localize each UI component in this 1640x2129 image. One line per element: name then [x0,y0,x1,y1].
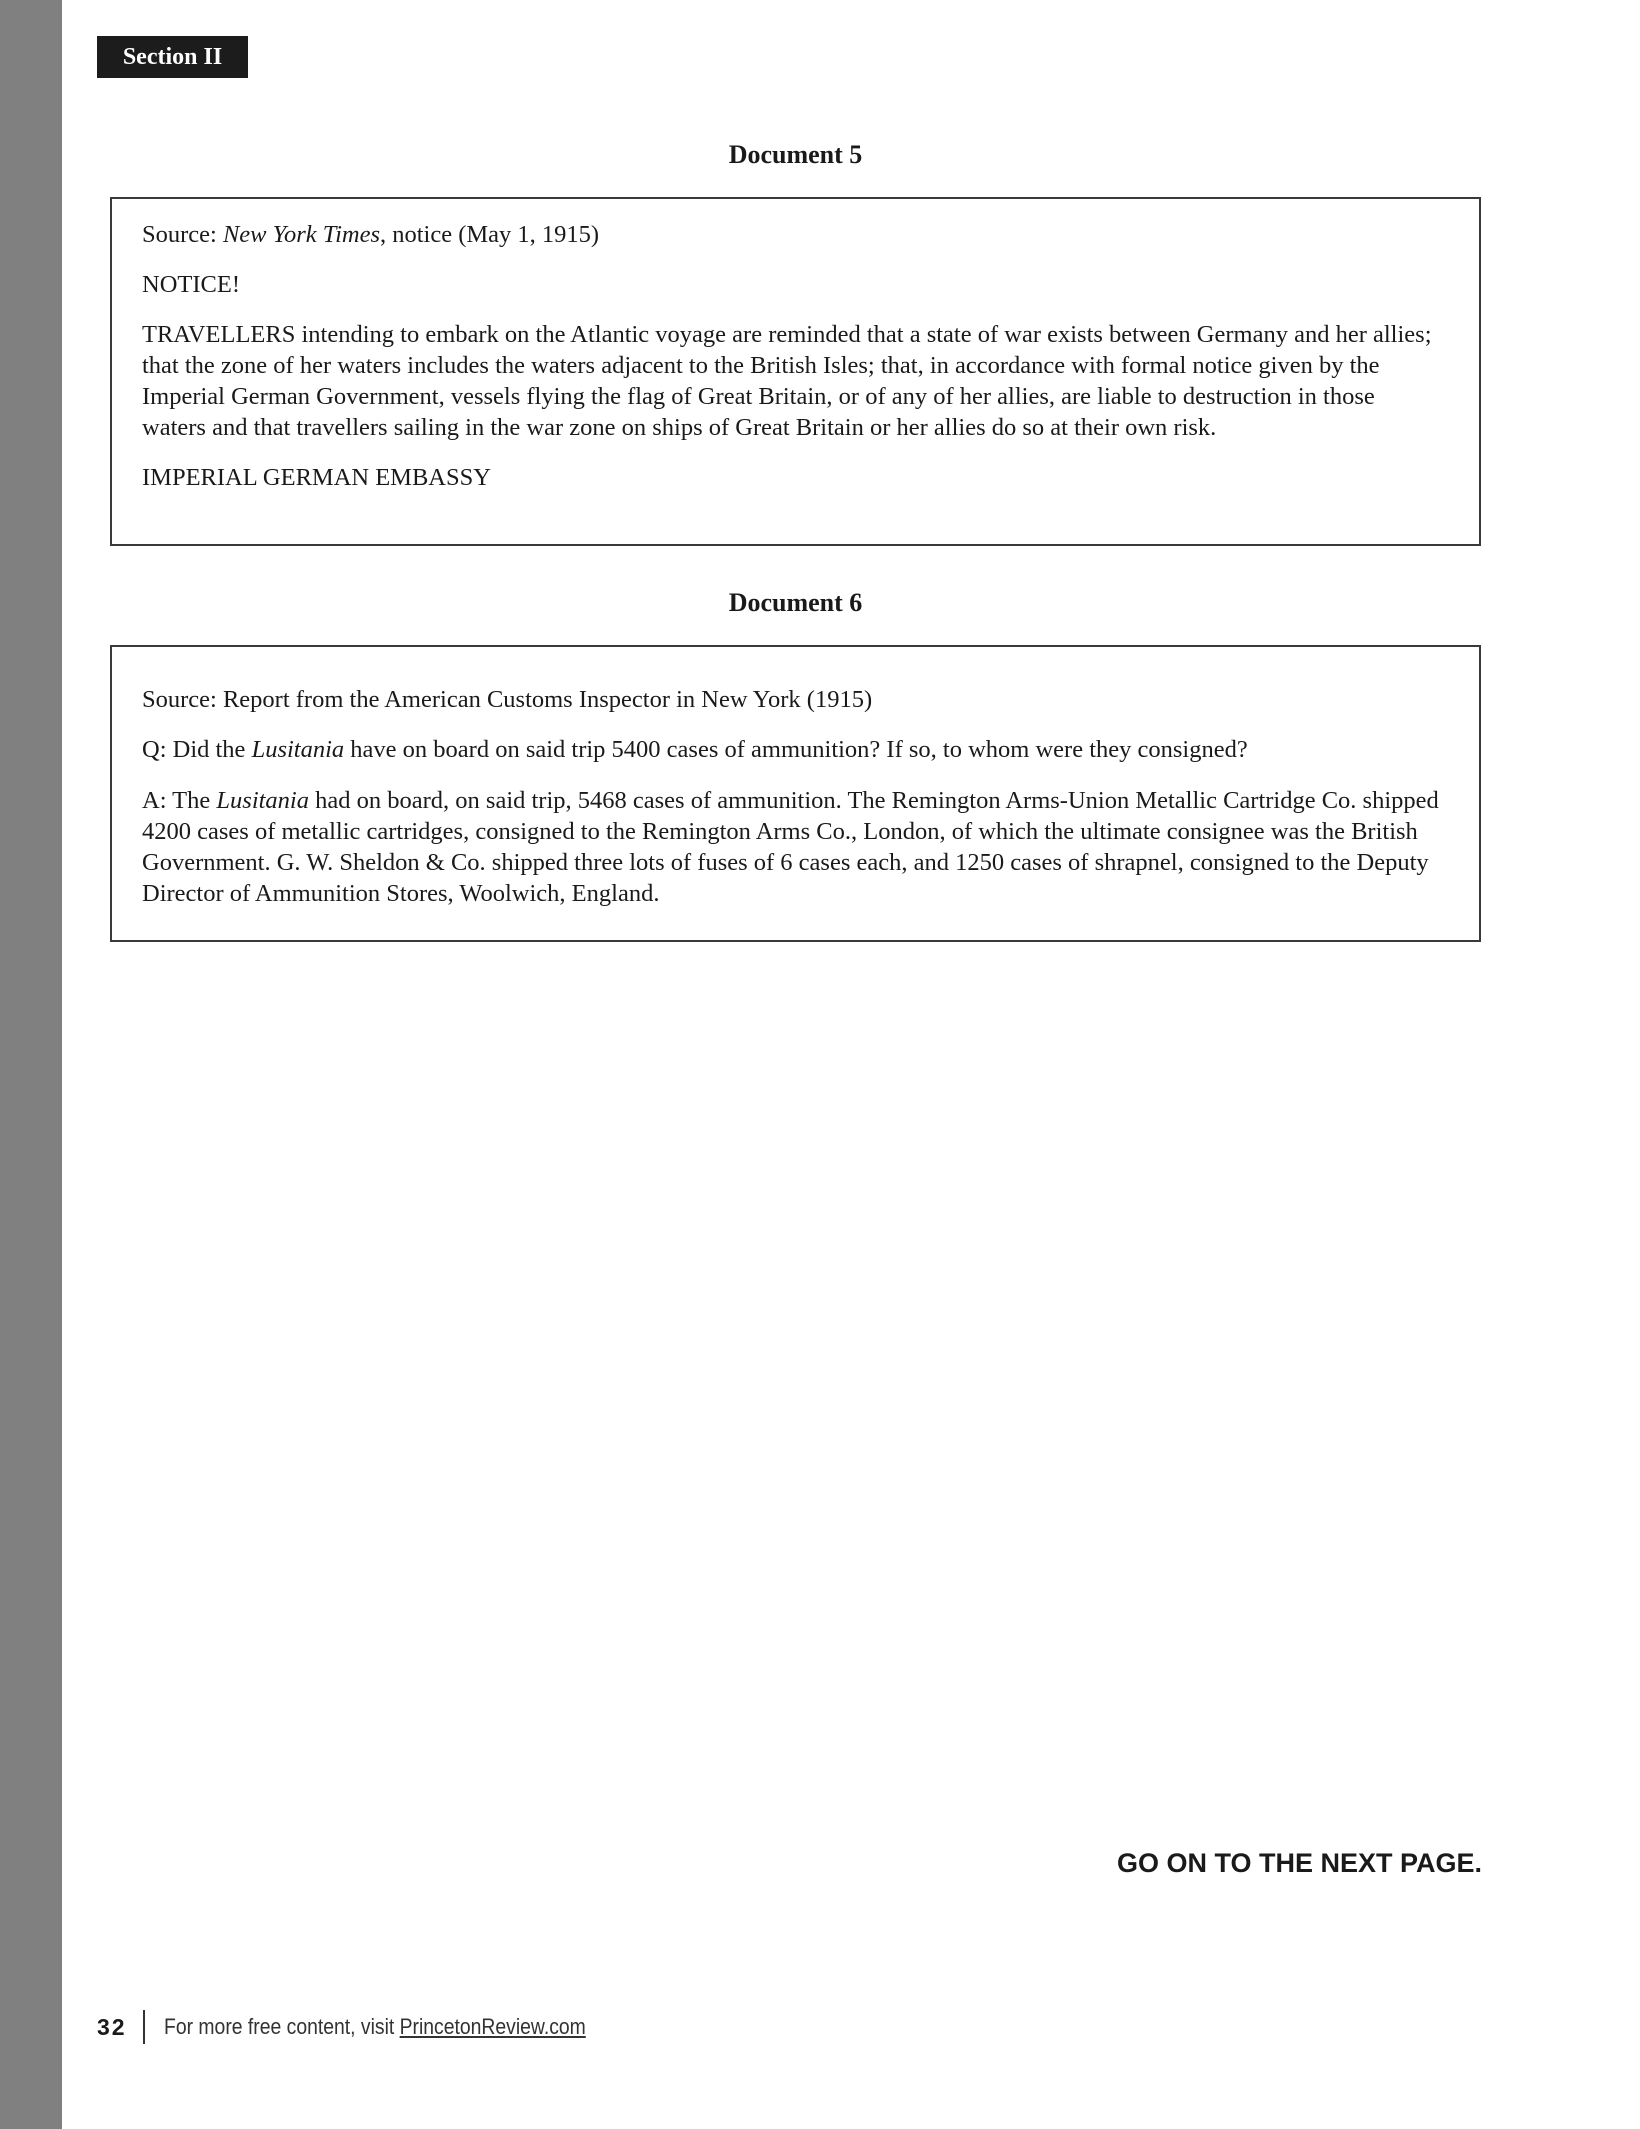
ship-name: Lusitania [216,787,309,814]
section-label: Section II [97,36,248,78]
question-text: Q: Did the Lusitania have on board on said trip 5400 cases of ammunition? If so, to whom were they consigned? [142,736,1248,763]
page-margin-bar [0,0,62,2129]
document-6-box [110,645,1481,942]
footer-divider [143,2010,145,2044]
footer-link[interactable]: PrincetonReview.com [399,2014,586,2039]
notice-label: NOTICE! [142,271,240,298]
document-5-heading: Document 5 [728,140,863,169]
document-5-box [110,197,1481,546]
document-6-heading: Document 6 [728,588,863,617]
notice-signature: IMPERIAL GERMAN EMBASSY [142,464,491,491]
notice-body: TRAVELLERS intending to embark on the Atlantic voyage are reminded that a state of war exists between Germany and her allies; that the zone of her waters includes the waters adjacent to the British Isles; that, in accordance with formal notice given by the Imperial German Government, vessels flying the flag of Great Britain, or of any of her allies, are liable to destruction in those waters and that travellers sailing in the war zone on ships of Great Britain or her allies do so at their own risk. [142,321,1432,441]
answer-text: A: The Lusitania had on board, on said trip, 5468 cases of ammunition. The Remington Arms-Union Metallic Cartridge Co. shipped 4200 cases of metallic cartridges, consigned to the Remington Arms Co., London, of which the ultimate consignee was the British Government. G. W. Sheldon & Co. shipped three lots of fuses of 6 cases each, and 1250 cases of shrapnel, consigned to the Deputy Director of Ammunition Stores, Woolwich, England. [142,787,1439,907]
page-number: 32 [97,2014,127,2040]
document-5-source: Source: New York Times, notice (May 1, 1915) [142,221,600,248]
source-publication-title: New York Times [222,221,380,248]
footer-promo: For more free content, visit PrincetonReview.com [164,2014,586,2039]
document-6-source: Source: Report from the American Customs Inspector in New York (1915) [142,686,873,713]
go-on-instruction: GO ON TO THE NEXT PAGE. [1116,1848,1482,1878]
ship-name: Lusitania [251,736,345,763]
